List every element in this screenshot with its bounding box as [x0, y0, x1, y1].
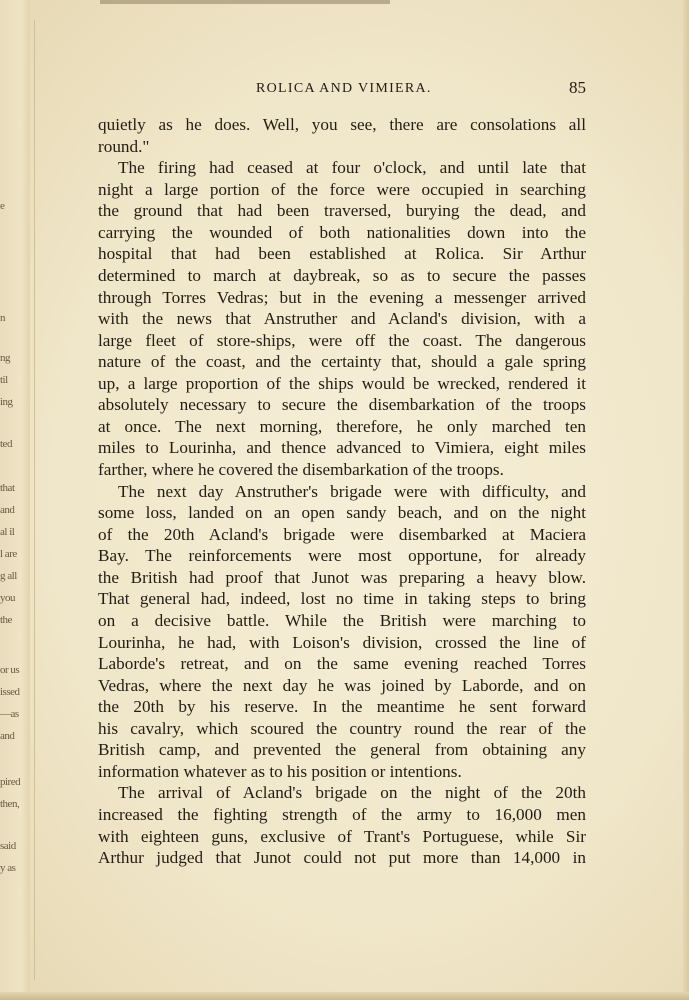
- text-line: up, a large proportion of the ships would be wrecked, rendered it: [98, 373, 586, 393]
- bleed-fragment: or us: [0, 664, 20, 676]
- text-line: The firing had ceased at four o'clock, and until late that: [118, 158, 586, 178]
- text-line: with eighteen guns, exclusive of Trant's Portuguese, while Sir: [98, 826, 586, 846]
- text-line: Lourinha, he had, with Loison's division, crossed the line of: [98, 632, 586, 652]
- page-number: 85: [569, 78, 586, 97]
- scan-bottom-edge: [0, 992, 689, 1000]
- scan-top-edge: [100, 0, 390, 4]
- text-line: determined to march at daybreak, so as to secure the passes: [98, 265, 586, 285]
- text-line: at once. The next morning, therefore, he only marched ten: [98, 416, 586, 436]
- bleed-fragment: n: [0, 312, 5, 324]
- bleed-fragment: issed: [0, 686, 20, 698]
- text-line: miles to Lourinha, and thence advanced to Vimiera, eight miles: [98, 438, 586, 458]
- text-line: increased the fighting strength of the army to 16,000 men: [98, 805, 586, 824]
- text-line: Laborde's retreat, and on the same evening reached Torres: [98, 654, 586, 674]
- bleed-fragment: y as: [0, 862, 16, 874]
- bleed-fragment: and: [0, 730, 15, 742]
- bleed-fragment: and: [0, 504, 15, 516]
- text-line: the British had proof that Junot was preparing a heavy blow.: [98, 567, 586, 587]
- text-line: some loss, landed on an open sandy beach, and on the night: [98, 503, 586, 523]
- binding-fold: [34, 20, 35, 980]
- running-title: ROLICA AND VIMIERA.: [256, 81, 432, 96]
- text-line: That general had, indeed, lost no time in taking steps to bring: [98, 589, 586, 609]
- text-line: farther, where he covered the disembarkation of the troops.: [98, 460, 504, 479]
- text-line: on a decisive battle. While the British were marching to: [98, 610, 586, 630]
- text-line: through Torres Vedras; but in the evening a messenger arrived: [98, 287, 586, 307]
- body-text: [98, 114, 586, 869]
- text-line: quietly as he does. Well, you see, there are consolations all: [98, 115, 586, 134]
- bleed-fragment: ted: [0, 438, 12, 450]
- bleed-fragment: said: [0, 840, 16, 852]
- page-header: [98, 78, 586, 102]
- scan-right-edge: [683, 0, 689, 1000]
- bleed-fragment: pired: [0, 776, 21, 788]
- text-line: with the news that Anstruther and Acland's division, with a: [98, 309, 586, 329]
- bleed-fragment: ng: [0, 352, 10, 364]
- bleed-fragment: you: [0, 592, 15, 604]
- bleed-fragment: til: [0, 374, 8, 386]
- bleed-fragment: al il: [0, 526, 15, 538]
- text-line: The arrival of Acland's brigade on the night of the 20th: [118, 783, 586, 803]
- text-line: nature of the coast, and the certainty that, should a gale spring: [98, 352, 586, 372]
- text-line: of the 20th Acland's brigade were disembarked at Maciera: [98, 524, 586, 544]
- text-line: hospital that had been established at Rolica. Sir Arthur: [98, 244, 586, 264]
- facing-page-gutter: [0, 0, 30, 1000]
- bleed-fragment: g all: [0, 570, 17, 582]
- text-line: information whatever as to his position or intentions.: [98, 761, 462, 781]
- bleed-fragment: ing: [0, 396, 13, 408]
- text-line: carrying the wounded of both nationalities down into the: [98, 222, 586, 242]
- text-line: Arthur judged that Junot could not put more than 14,000 in: [98, 848, 586, 868]
- bleed-fragment: l are: [0, 548, 17, 560]
- text-line: British camp, and prevented the general from obtaining any: [98, 740, 586, 760]
- bleed-fragment: the: [0, 614, 12, 626]
- bleed-fragment: then,: [0, 798, 20, 810]
- text-line: round.": [98, 136, 150, 156]
- bleed-fragment: that: [0, 482, 15, 494]
- text-line: the ground that had been traversed, burying the dead, and: [98, 201, 586, 221]
- text-line: his cavalry, which scoured the country round the rear of the: [98, 718, 586, 738]
- bleed-fragment: e: [0, 200, 5, 212]
- text-line: Bay. The reinforcements were most opportune, for already: [98, 546, 586, 566]
- bleed-fragment: —as: [0, 708, 19, 720]
- text-line: Vedras, where the next day he was joined by Laborde, and on: [98, 675, 586, 695]
- text-line: night a large portion of the force were occupied in searching: [98, 179, 586, 199]
- text-line: the 20th by his reserve. In the meantime he sent forward: [98, 697, 586, 717]
- text-line: absolutely necessary to secure the disembarkation of the troops: [98, 395, 586, 415]
- text-line: The next day Anstruther's brigade were with difficulty, and: [118, 481, 586, 501]
- text-line: large fleet of store-ships, were off the coast. The dangerous: [98, 330, 586, 350]
